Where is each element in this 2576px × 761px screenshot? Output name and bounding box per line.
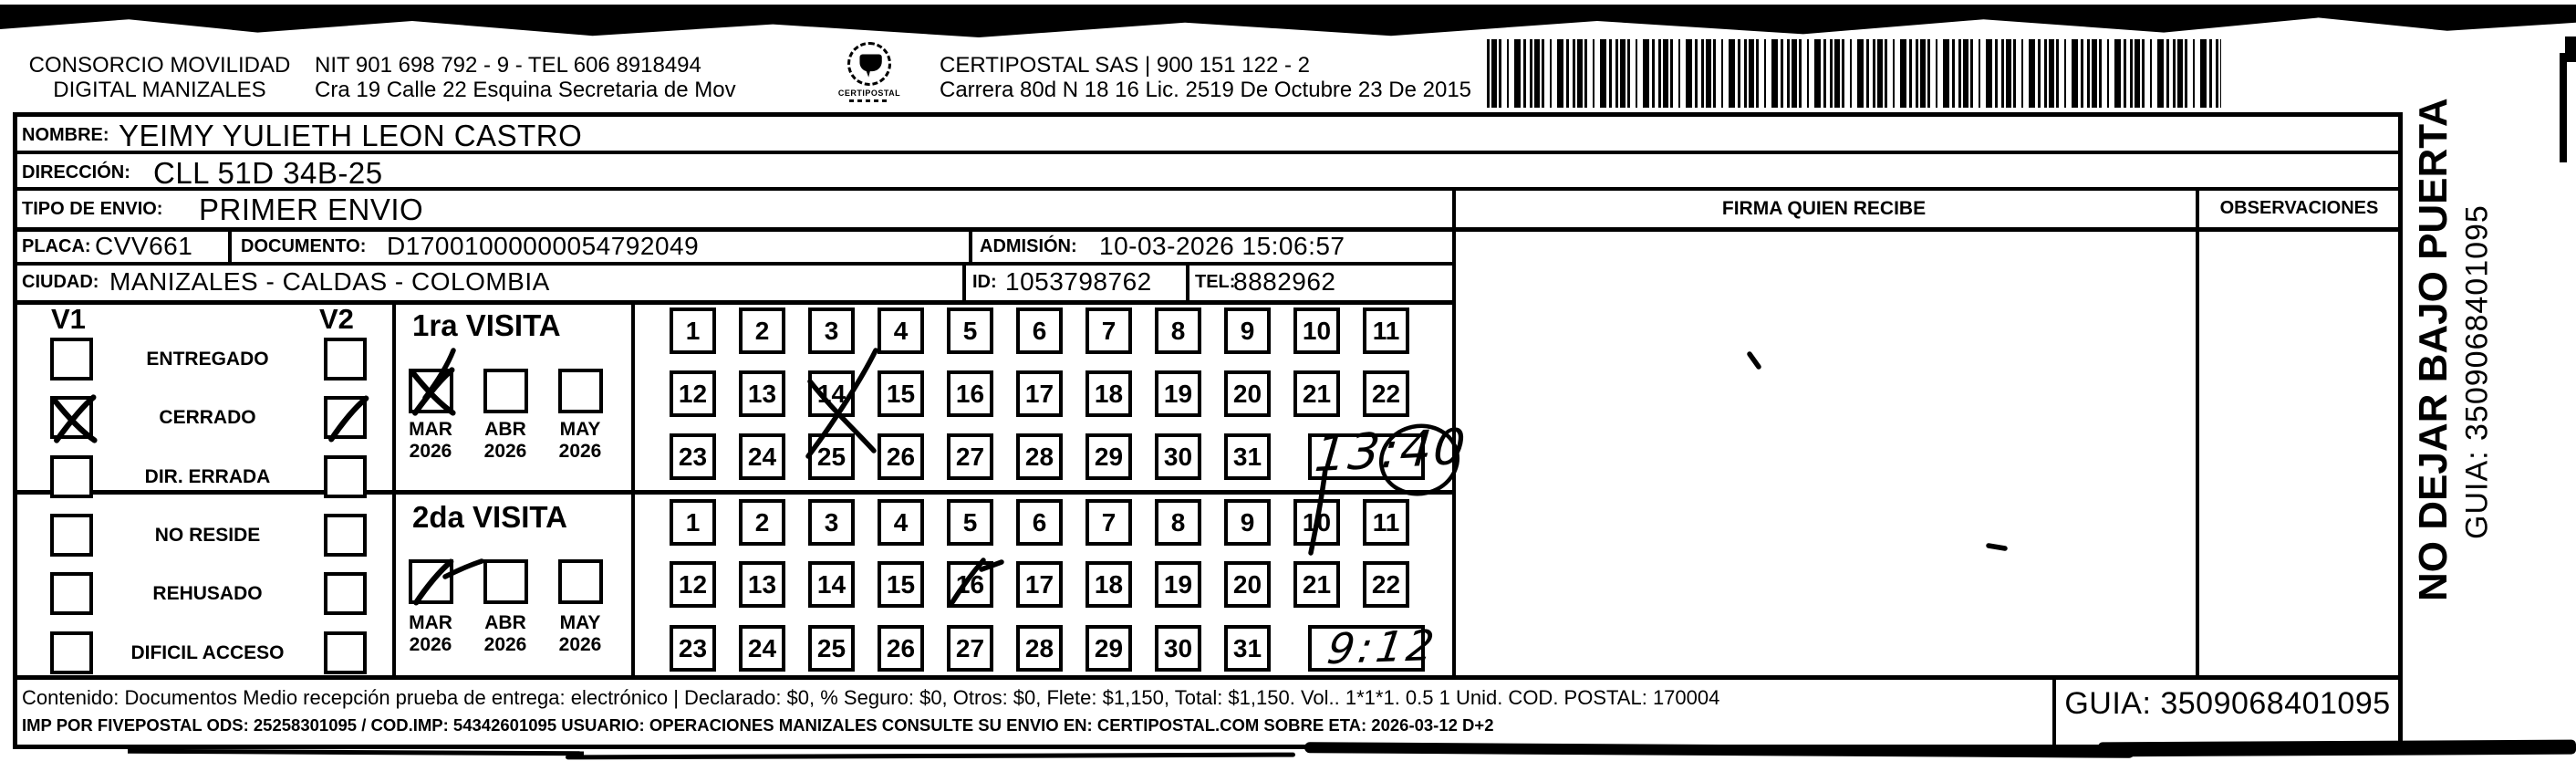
divider — [2196, 187, 2199, 680]
visit1-day-26: 26 — [878, 433, 924, 480]
status-checkbox-v1-cerrado — [50, 396, 93, 439]
handwritten-x-mark — [47, 393, 99, 444]
scan-artifact-bottom-2 — [566, 753, 1295, 760]
visit2-day-10: 10 — [1293, 499, 1340, 546]
certipostal-logo-caption: CERTIPOSTAL — [837, 89, 901, 98]
status-checkbox-v1-entregado — [50, 338, 93, 380]
status-checkbox-v1-dir-errada — [50, 455, 93, 498]
divider — [631, 300, 635, 677]
visit-year-label: 2026 — [409, 634, 452, 655]
scan-artifact-top-band — [0, 5, 2576, 37]
scan-artifact-right-edge — [2560, 53, 2567, 162]
visit1-day-25: 25 — [808, 433, 855, 480]
documento-label: DOCUMENTO: — [241, 236, 367, 256]
visit1-day-6: 6 — [1016, 308, 1063, 354]
visit1-month-checkbox-mar — [409, 369, 453, 413]
ink-speck — [1989, 546, 2005, 548]
visit2-day-3: 3 — [808, 499, 855, 546]
visit1-handwritten-time: 13:40 — [1312, 417, 1470, 484]
scan-artifact-right-corner — [2565, 36, 2576, 62]
visit2-day-12: 12 — [670, 561, 716, 608]
visit1-day-28: 28 — [1016, 433, 1063, 480]
sender-contact-block — [315, 53, 736, 102]
status-checkbox-v2-dir-errada — [324, 455, 367, 498]
divider — [969, 227, 972, 266]
tipo-envio-value: PRIMER ENVIO — [199, 193, 424, 226]
id-label: ID: — [972, 272, 997, 292]
certipostal-logo — [834, 42, 905, 102]
visit2-day-27: 27 — [947, 625, 993, 672]
ciudad-label: CIUDAD: — [22, 272, 99, 292]
visit2-day-17: 17 — [1016, 561, 1063, 608]
visit2-day-9: 9 — [1224, 499, 1271, 546]
handwritten-slash-mark — [321, 393, 372, 444]
status-option-label: NO RESIDE — [154, 525, 261, 546]
sender-name-line1: CONSORCIO MOVILIDAD — [28, 53, 291, 78]
visit2-day-31: 31 — [1224, 625, 1271, 672]
footer-content-line: Contenido: Documentos Medio recepción prueba de entrega: electrónico | Declarado: $0, % Seguro: $0, Otros: $0, Flete: $1,150, Total: $1,150. Vol.. 1*1*1. 0.5 1 Unid. COD. POSTAL: 170004 — [22, 686, 1720, 709]
visit2-column-header: V2 — [319, 303, 354, 335]
sender-block — [23, 53, 296, 102]
visit1-day-17: 17 — [1016, 370, 1063, 417]
visit1-day-9: 9 — [1224, 308, 1271, 354]
visit2-day-15: 15 — [878, 561, 924, 608]
visit1-month-checkbox-may — [558, 369, 603, 413]
visit2-day-4: 4 — [878, 499, 924, 546]
divider — [228, 227, 232, 266]
footer-imp-line: IMP POR FIVEPOSTAL ODS: 25258301095 / COD.IMP: 54342601095 USUARIO: OPERACIONES MANIZALES CONSULTE SU ENVIO EN: CERTIPOSTAL.COM SOBRE ETA: 2026-03-12 D+2 — [22, 715, 1494, 735]
handwritten-slash-mark — [406, 557, 457, 608]
sender-address-line: Cra 19 Calle 22 Esquina Secretaria de Mov — [315, 78, 736, 102]
visit2-day-24: 24 — [739, 625, 785, 672]
visit2-day-22: 22 — [1363, 561, 1409, 608]
visit1-day-16: 16 — [947, 370, 993, 417]
visit2-day-2: 2 — [739, 499, 785, 546]
visit-month-label: ABR — [484, 612, 526, 633]
visit-month-label: ABR — [484, 419, 526, 440]
visit1-day-14: 14 — [808, 370, 855, 417]
visit1-day-11: 11 — [1363, 308, 1409, 354]
visit-year-label: 2026 — [483, 634, 527, 655]
visit1-day-15: 15 — [878, 370, 924, 417]
visit1-day-4: 4 — [878, 308, 924, 354]
nombre-label: NOMBRE: — [22, 125, 109, 145]
visit2-day-14: 14 — [808, 561, 855, 608]
tipo-envio-label: TIPO DE ENVIO: — [22, 199, 163, 219]
side-guia-number: GUIA: 3509068401095 — [2459, 204, 2495, 540]
visit2-day-26: 26 — [878, 625, 924, 672]
status-checkbox-v1-dificil-acceso — [50, 631, 93, 674]
divider — [962, 262, 966, 304]
visit1-day-27: 27 — [947, 433, 993, 480]
visit2-day-29: 29 — [1085, 625, 1132, 672]
visit2-day-6: 6 — [1016, 499, 1063, 546]
visit1-day-13: 13 — [739, 370, 785, 417]
status-checkbox-v2-no-reside — [324, 514, 367, 557]
status-checkbox-v2-rehusado — [324, 572, 367, 615]
tel-value: 8882962 — [1233, 267, 1336, 296]
status-checkbox-v2-cerrado — [324, 396, 367, 439]
visit2-day-1: 1 — [670, 499, 716, 546]
visit-year-label: 2026 — [558, 441, 602, 462]
visit-year-label: 2026 — [558, 634, 602, 655]
visit2-day-28: 28 — [1016, 625, 1063, 672]
divider — [13, 675, 2403, 680]
visit2-day-21: 21 — [1293, 561, 1340, 608]
status-option-label: DIFICIL ACCESO — [130, 642, 285, 663]
visit1-column-header: V1 — [51, 303, 86, 335]
operator-name-line: CERTIPOSTAL SAS | 900 151 122 - 2 — [940, 53, 1310, 78]
direccion-value: CLL 51D 34B-25 — [153, 156, 383, 190]
visit1-day-21: 21 — [1293, 370, 1340, 417]
divider — [13, 112, 17, 749]
visit1-day-31: 31 — [1224, 433, 1271, 480]
handwritten-x-mark — [406, 366, 457, 417]
divider — [1186, 262, 1189, 304]
visit1-day-24: 24 — [739, 433, 785, 480]
visit2-month-checkbox-abr — [483, 559, 528, 604]
tracking-barcode — [1487, 39, 2221, 108]
visit1-day-29: 29 — [1085, 433, 1132, 480]
ink-speck — [1750, 354, 1759, 367]
visit-month-label: MAY — [559, 419, 601, 440]
status-checkbox-v2-entregado — [324, 338, 367, 380]
visit1-day-22: 22 — [1363, 370, 1409, 417]
divider — [13, 300, 1456, 305]
visit2-day-20: 20 — [1224, 561, 1271, 608]
sender-nit-line: NIT 901 698 792 - 9 - TEL 606 8918494 — [315, 53, 701, 78]
status-option-label: ENTREGADO — [146, 349, 269, 370]
status-option-label: REHUSADO — [152, 583, 263, 604]
visit1-day-20: 20 — [1224, 370, 1271, 417]
admision-value: 10-03-2026 15:06:57 — [1099, 232, 1345, 260]
firma-quien-recibe-header: FIRMA QUIEN RECIBE — [1721, 198, 1927, 219]
side-warning-banner: NO DEJAR BAJO PUERTA — [2411, 98, 2456, 601]
visit1-day-5: 5 — [947, 308, 993, 354]
visit2-day-30: 30 — [1155, 625, 1201, 672]
visit1-day-3: 3 — [808, 308, 855, 354]
visit2-day-25: 25 — [808, 625, 855, 672]
visit2-day-18: 18 — [1085, 561, 1132, 608]
observaciones-header: OBSERVACIONES — [2219, 198, 2379, 218]
status-checkbox-v1-rehusado — [50, 572, 93, 615]
admision-label: ADMISIÓN: — [980, 236, 1077, 256]
visit2-day-11: 11 — [1363, 499, 1409, 546]
visit1-day-23: 23 — [670, 433, 716, 480]
visit2-day-16: 16 — [947, 561, 993, 608]
divider — [13, 745, 2403, 749]
placa-value: CVV661 — [95, 232, 193, 260]
visit-month-label: MAR — [409, 612, 452, 633]
visit2-month-checkbox-mar — [409, 559, 453, 604]
visit2-day-23: 23 — [670, 625, 716, 672]
sender-name-line2: DIGITAL MANIZALES — [53, 78, 266, 102]
certipostal-logo-squiggle — [849, 99, 889, 102]
visit1-day-30: 30 — [1155, 433, 1201, 480]
visit1-day-19: 19 — [1155, 370, 1201, 417]
visit1-day-18: 18 — [1085, 370, 1132, 417]
status-checkbox-v2-dificil-acceso — [324, 631, 367, 674]
visit1-month-checkbox-abr — [483, 369, 528, 413]
ciudad-value: MANIZALES - CALDAS - COLOMBIA — [109, 267, 550, 296]
visit1-day-2: 2 — [739, 308, 785, 354]
scan-artifact-bottom-1 — [128, 749, 584, 756]
visit2-day-13: 13 — [739, 561, 785, 608]
visit1-day-8: 8 — [1155, 308, 1201, 354]
footer-guia-box-value: GUIA: 3509068401095 — [2064, 686, 2391, 721]
placa-label: PLACA: — [22, 236, 91, 256]
visit1-day-7: 7 — [1085, 308, 1132, 354]
id-value: 1053798762 — [1005, 267, 1152, 296]
visit2-handwritten-time: 9:12 — [1324, 620, 1441, 674]
visit-year-label: 2026 — [409, 441, 452, 462]
nombre-value: YEIMY YULIETH LEON CASTRO — [119, 119, 583, 152]
operator-address-line: Carrera 80d N 18 16 Lic. 2519 De Octubre 23 De 2015 — [940, 78, 1472, 102]
visit2-day-7: 7 — [1085, 499, 1132, 546]
status-option-label: DIR. ERRADA — [144, 466, 271, 487]
visit1-title: 1ra VISITA — [412, 308, 561, 342]
divider — [13, 490, 1456, 495]
tel-label: TEL: — [1195, 272, 1236, 292]
visit2-day-8: 8 — [1155, 499, 1201, 546]
visit-month-label: MAY — [559, 612, 601, 633]
status-option-label: CERRADO — [159, 407, 256, 428]
visit2-day-19: 19 — [1155, 561, 1201, 608]
direccion-label: DIRECCIÓN: — [22, 162, 130, 182]
visit1-day-1: 1 — [670, 308, 716, 354]
visit1-day-10: 10 — [1293, 308, 1340, 354]
visit2-day-5: 5 — [947, 499, 993, 546]
visit2-month-checkbox-may — [558, 559, 603, 604]
certipostal-logo-icon — [847, 42, 891, 86]
visit1-day-12: 12 — [670, 370, 716, 417]
status-checkbox-v1-no-reside — [50, 514, 93, 557]
documento-value: D17001000000054792049 — [387, 232, 700, 260]
divider — [13, 112, 2403, 117]
visit-year-label: 2026 — [483, 441, 527, 462]
visit-month-label: MAR — [409, 419, 452, 440]
visit2-title: 2da VISITA — [412, 500, 567, 534]
operator-block — [940, 53, 1471, 102]
